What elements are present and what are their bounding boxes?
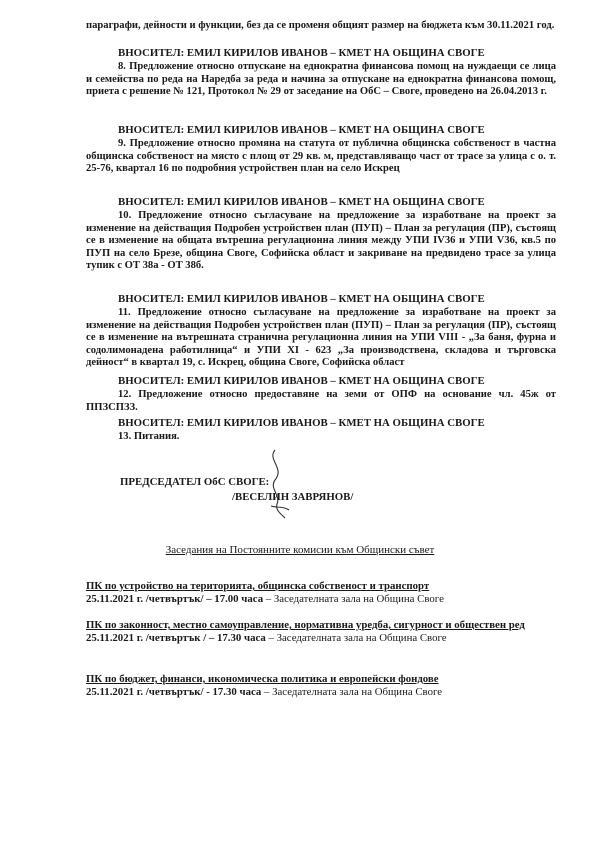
commission-name: ПК по устройство на територията, общинска собственост и транспорт — [86, 580, 430, 592]
agenda-item-12: 12. Предложение относно предоставяне на земи от ОПФ на основание чл. 45ж от ППЗСПЗЗ. — [86, 389, 556, 413]
commission-place: – Заседателната зала на Община Своге — [261, 685, 443, 698]
agenda-item-9: 9. Предложение относно промяна на статута от публична общинска собственост в частна общинска собственост на място с площ от 29 кв. м, представляващо част от трасе за улица с о. т. 25-76, квартал 16 по подробния устройствен план на село Искрец — [86, 138, 556, 175]
agenda-item-8: 8. Предложение относно отпускане на еднократна финансова помощ на нуждаещи се лица и семейства по реда на Наредба за реда и начина за отпускане на еднократна финансова помощ, приета с решение № 121, Протокол № 29 от заседание на ОбС – Своге, проведено на 26.04.2013 г. — [86, 61, 556, 98]
commissions-heading: Заседания на Постоянните комисии към Общински съвет — [165, 544, 435, 556]
presenter-line: ВНОСИТЕЛ: ЕМИЛ КИРИЛОВ ИВАНОВ – КМЕТ НА ОБЩИНА СВОГЕ — [118, 196, 485, 208]
presenter-line: ВНОСИТЕЛ: ЕМИЛ КИРИЛОВ ИВАНОВ – КМЕТ НА ОБЩИНА СВОГЕ — [118, 47, 485, 59]
commission-place: – Заседателната зала на Община Своге — [263, 592, 444, 605]
commission-schedule: 25.11.2021 г. /четвъртък/ – 17.00 часа — [86, 592, 264, 605]
commission-schedule: 25.11.2021 г. /четвъртък/ - 17.30 часа — [86, 685, 262, 698]
agenda-item-10: 10. Предложение относно съгласуване на предложение за изработване на проект за изменение на действащия Подробен устройствен план (ПУП) – План за регулация (ПР), състоящ се в изменение на общата вътрешна регулационна линия между УПИ IV36 и УПИ V36, кв.5 по ПУП на село Брезе, община Своге, Софийска област и закриване на предвидено трасе за улица тупик с ОТ 38а - ОТ 38б. — [86, 210, 556, 272]
presenter-line: ВНОСИТЕЛ: ЕМИЛ КИРИЛОВ ИВАНОВ – КМЕТ НА ОБЩИНА СВОГЕ — [118, 124, 485, 136]
agenda-item-11: 11. Предложение относно съгласуване на предложение за изработване на проект за изменение на действащия Подробен устройствен план (ПУП) – План за регулация (ПР), състоящ се в изменение на вътрешната странична регулационна линия на УПИ VIII - „За баня, фурна и содолимонадена работилница“ и УПИ XI - 623 „За производствена, складова и търговска дейност“ в квартал 19, с. Искрец, община Своге, Софийска област — [86, 307, 556, 369]
commission-3 — [86, 673, 556, 699]
presenter-line: ВНОСИТЕЛ: ЕМИЛ КИРИЛОВ ИВАНОВ – КМЕТ НА ОБЩИНА СВОГЕ — [118, 375, 485, 387]
presenter-line: ВНОСИТЕЛ: ЕМИЛ КИРИЛОВ ИВАНОВ – КМЕТ НА ОБЩИНА СВОГЕ — [118, 293, 485, 305]
commission-name: ПК по законност, местно самоуправление, нормативна уредба, сигурност и обществен ред — [86, 619, 525, 631]
commission-1 — [86, 580, 556, 606]
commission-place: – Заседателната зала на Община Своге — [265, 631, 447, 644]
presenter-line: ВНОСИТЕЛ: ЕМИЛ КИРИЛОВ ИВАНОВ – КМЕТ НА ОБЩИНА СВОГЕ — [118, 417, 485, 429]
commission-name: ПК по бюджет, финанси, икономическа политика и европейски фондове — [86, 673, 439, 685]
agenda-item-13: 13. Питания. — [118, 431, 180, 442]
commission-2 — [86, 619, 556, 645]
commission-schedule: 25.11.2021 г. /четвъртък / – 17.30 часа — [86, 631, 266, 644]
chairman-name: /ВЕСЕЛИН ЗАВРЯНОВ/ — [232, 491, 354, 503]
chairman-title: ПРЕДСЕДАТЕЛ ОбС СВОГЕ: — [120, 476, 270, 488]
continued-paragraph: параграфи, дейности и функции, без да се променя общият размер на бюджета към 30.11.2021 год. — [86, 20, 555, 31]
